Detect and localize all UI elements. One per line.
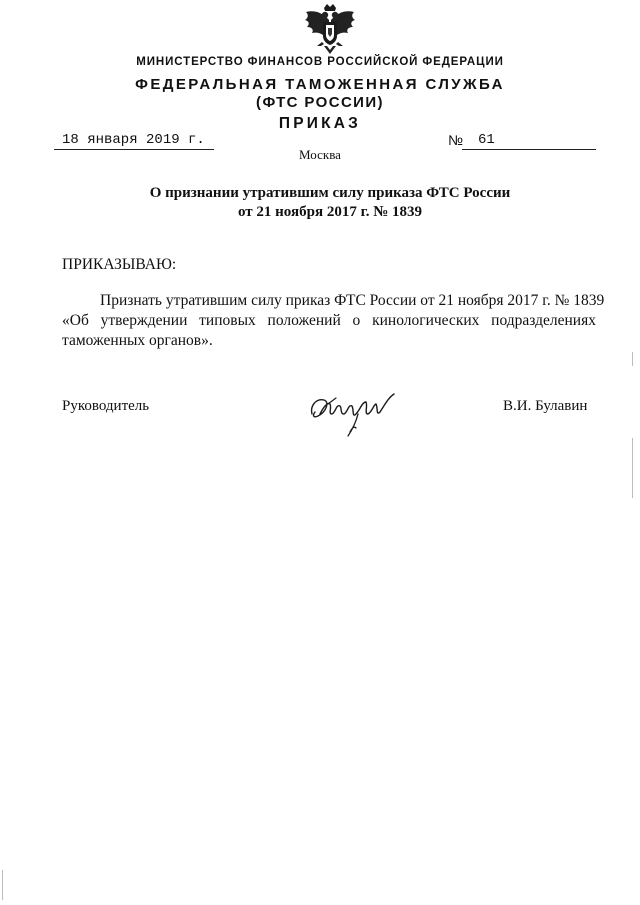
signatory-role: Руководитель [62,398,150,414]
scan-edge-mark [632,438,633,498]
coat-of-arms-emblem [300,2,360,58]
document-number: 61 [478,132,495,148]
scan-edge-mark [632,352,633,366]
service-name: ФЕДЕРАЛЬНАЯ ТАМОЖЕННАЯ СЛУЖБА [135,76,505,93]
order-word: ПРИКАЗЫВАЮ: [62,256,177,273]
document-date: 18 января 2019 г. [62,132,205,148]
document-title [60,184,600,222]
body-line-2: «Об утверждении типовых положений о кинологических подразделениях [62,312,596,329]
document-city: Москва [299,147,341,162]
body-line-1: Признать утратившим силу приказ ФТС России от 21 ноября 2017 г. № 1839 [100,292,605,309]
signatory-name: В.И. Булавин [503,398,588,414]
title-line-2: от 21 ноября 2017 г. № 1839 [237,204,423,220]
handwritten-signature [306,384,410,440]
scan-edge-mark [2,870,3,900]
title-line-1: О признании утратившим силу приказа ФТС России [149,185,511,201]
order-body [62,291,605,351]
service-short-name: (ФТС РОССИИ) [256,94,384,111]
ministry-name: МИНИСТЕРСТВО ФИНАНСОВ РОССИЙСКОЙ ФЕДЕРАЦИИ [136,56,504,68]
document-type: ПРИКАЗ [278,115,362,132]
number-sign: № [448,132,464,148]
body-line-3: таможенных органов». [62,332,213,349]
